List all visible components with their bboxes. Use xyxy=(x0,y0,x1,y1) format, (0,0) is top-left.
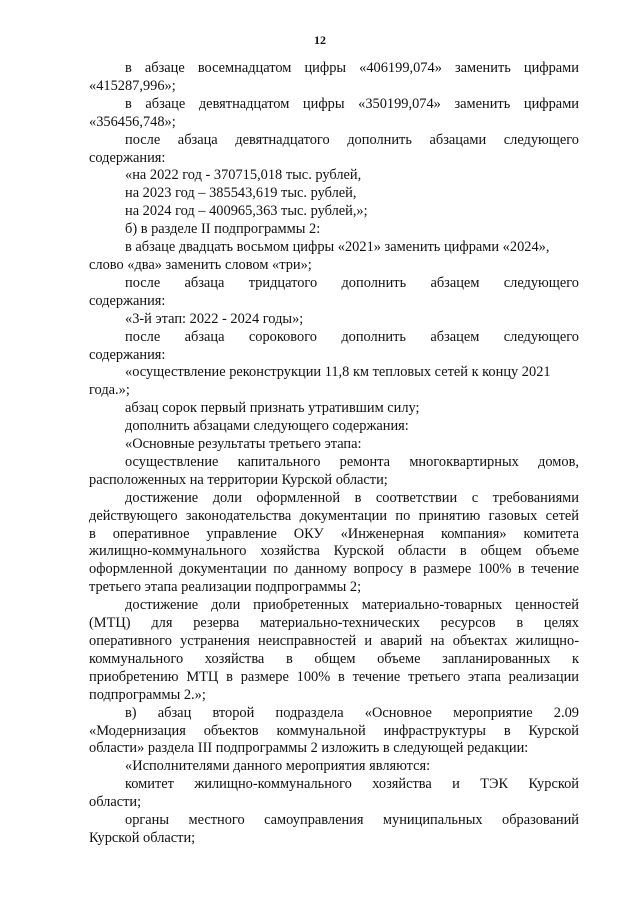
text-line: оформленной документации по данному вопросу в размере 100% в течение xyxy=(89,561,579,578)
text-line: коммунального хозяйства в общем объеме запланированных к xyxy=(89,650,579,667)
text-line: области; xyxy=(89,794,142,811)
text-line: оперативного устранения неисправностей и аварий на объектах жилищно- xyxy=(89,633,579,649)
text-line: приобретению МТЦ в размере 100% в течение третьего этапа реализации xyxy=(89,668,579,685)
document-body xyxy=(89,60,579,848)
text-line: осуществление капитального ремонта многоквартирных домов, xyxy=(125,453,579,470)
text-line: области» раздела III подпрограммы 2 изложить в следующей редакции: xyxy=(89,740,529,757)
text-line: б) в разделе II подпрограммы 2: xyxy=(125,221,321,238)
text-line: «на 2022 год - 370715,018 тыс. рублей, xyxy=(125,167,362,184)
text-line: Курской области; xyxy=(89,829,196,846)
text-line: после абзаца тридцатого дополнить абзацем следующего xyxy=(125,274,579,291)
text-line: дополнить абзацами следующего содержания: xyxy=(125,418,409,435)
text-line: комитет жилищно-коммунального хозяйства и ТЭК Курской xyxy=(125,776,579,793)
text-line: после абзаца сорокового дополнить абзацем следующего xyxy=(125,328,579,345)
page-number: 12 xyxy=(314,33,326,47)
text-line: на 2023 год – 385543,619 тыс. рублей, xyxy=(125,185,357,202)
text-line: «осуществление реконструкции 11,8 км тепловых сетей к концу 2021 xyxy=(125,364,551,381)
text-line: «415287,996»; xyxy=(89,77,176,94)
text-line: «Основные результаты третьего этапа: xyxy=(125,436,362,453)
text-line: слово «два» заменить словом «три»; xyxy=(89,256,312,273)
text-line: в) абзац второй подраздела «Основное мероприятие 2.09 xyxy=(125,704,579,721)
text-line: подпрограммы 2.»; xyxy=(89,686,206,703)
text-line: «3-й этап: 2022 - 2024 годы»; xyxy=(125,310,304,327)
text-line: года.»; xyxy=(89,382,130,399)
text-line: на 2024 год – 400965,363 тыс. рублей,»; xyxy=(125,203,368,220)
text-line: в абзаце восемнадцатом цифры «406199,074» заменить цифрами xyxy=(125,60,579,76)
text-line: после абзаца девятнадцатого дополнить абзацами следующего xyxy=(125,131,579,148)
text-line: (МТЦ) для резерва материально-технических ресурсов в целях xyxy=(89,615,579,632)
text-line: содержания: xyxy=(89,149,166,166)
text-line: достижение доли приобретенных материально-товарных ценностей xyxy=(125,597,579,614)
text-line: «356456,748»; xyxy=(89,113,176,130)
text-line: действующего законодательства документации по принятию газовых сетей xyxy=(89,507,579,524)
text-line: «Исполнителями данного мероприятия являются: xyxy=(125,758,431,775)
text-line: жилищно-коммунального хозяйства Курской области в общем объеме xyxy=(89,543,579,560)
text-line: органы местного самоуправления муниципальных образований xyxy=(125,812,579,829)
text-line: содержания: xyxy=(89,292,166,309)
text-line: третьего этапа реализации подпрограммы 2; xyxy=(89,579,362,596)
text-line: «Модернизация объектов коммунальной инфраструктуры в Курской xyxy=(89,722,579,739)
text-line: абзац сорок первый признать утратившим силу; xyxy=(125,400,420,417)
text-line: расположенных на территории Курской области; xyxy=(89,471,388,488)
text-line: достижение доли оформленной в соответствии с требованиями xyxy=(125,489,579,506)
text-line: содержания: xyxy=(89,346,166,363)
text-line: в оперативное управление ОКУ «Инженерная компания» комитета xyxy=(89,525,579,542)
text-line: в абзаце девятнадцатом цифры «350199,074» заменить цифрами xyxy=(125,95,579,112)
text-line: в абзаце двадцать восьмом цифры «2021» заменить цифрами «2024», xyxy=(125,239,550,256)
